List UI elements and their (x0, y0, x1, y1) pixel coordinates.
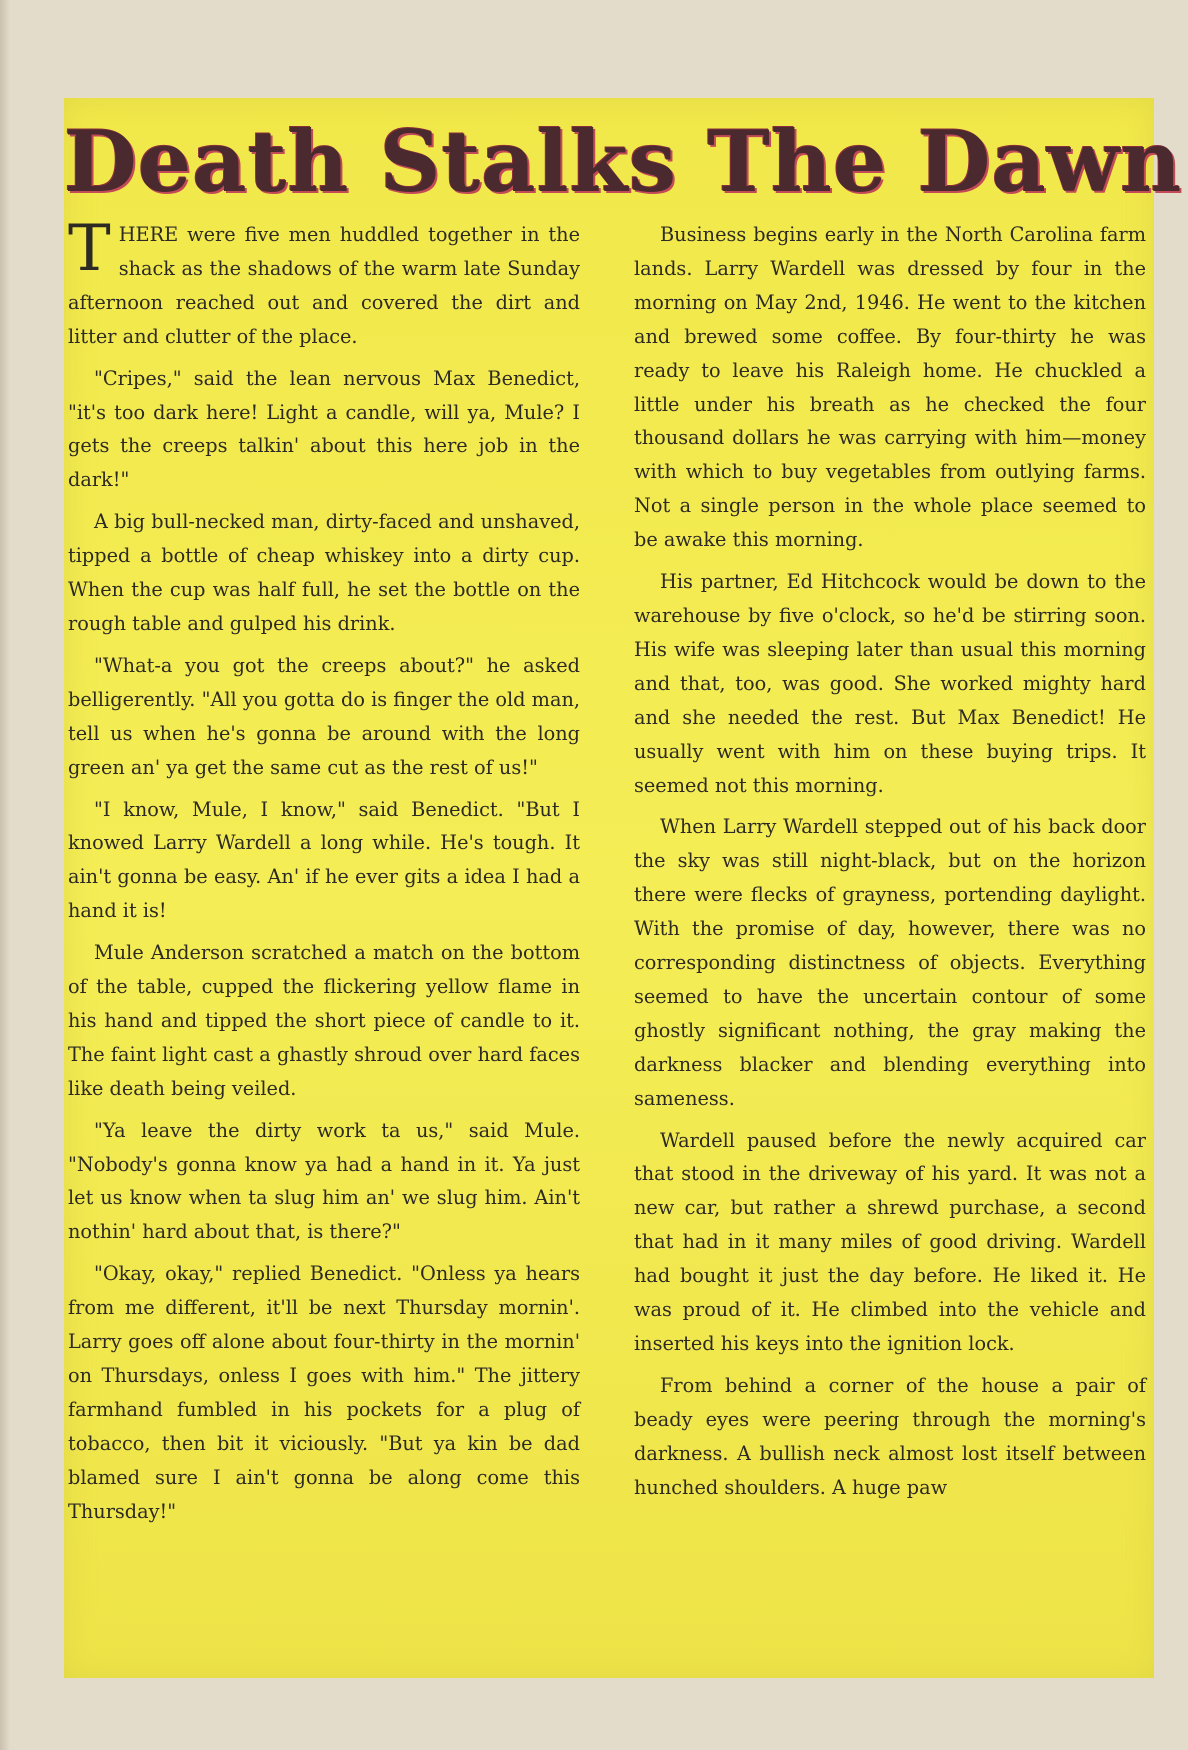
story-panel (64, 98, 1183, 1678)
paragraph: From behind a corner of the house a pair of beady eyes were peering through the morning's darkness. A bullish neck almost lost itself between hunched shoulders. A huge paw (634, 1373, 1146, 1499)
paragraph: "I know, Mule, I know," said Benedict. "But I knowed Larry Wardell a long while. He's tough. It ain't gonna be easy. An' if he ever gits a idea I had a hand it is! (68, 797, 580, 923)
left-column (68, 212, 580, 1537)
page-edge (0, 0, 10, 1750)
right-column (634, 218, 1146, 1513)
paragraph: "Okay, okay," replied Benedict. "Onless ya hears from me different, it'll be next Thursday mornin'. Larry goes off alone about four-thirty in the mornin' on Thursdays, onless I goes with him." The jittery farmhand fumbled in his pockets for a plug of tobacco, then bit it viciously. "But ya kin be dad blamed sure I ain't gonna be along come this Thursday!" (68, 1262, 580, 1523)
paragraph: Mule Anderson scratched a match on the bottom of the table, cupped the flickering yellow flame in his hand and tipped the short piece of candle to it. The faint light cast a ghastly shroud over hard faces like death being veiled. (68, 941, 580, 1100)
paragraph: "Cripes," said the lean nervous Max Benedict, "it's too dark here! Light a candle, will ya, Mule? I gets the creeps talkin' about this here job in the dark!" (68, 366, 580, 492)
drop-cap: T (68, 212, 111, 286)
paragraph-text: HERE were five men huddled together in the shack as the shadows of the warm late Sunday afternoon reached out and covered the dirt and litter and clutter of the place. (68, 223, 580, 348)
story-title: Death Stalks The Dawn (64, 112, 1183, 211)
paragraph: When Larry Wardell stepped out of his back door the sky was still night-black, but on the horizon there were flecks of grayness, portending daylight. With the promise of day, however, there was no corresponding distinctness of objects. Everything seemed to have the uncertain contour of some ghostly significant nothing, the gray making the darkness blacker and blending everything into sameness. (634, 815, 1146, 1110)
paragraph: His partner, Ed Hitchcock would be down to the warehouse by five o'clock, so he'd be stirring soon. His wife was sleeping later than usual this morning and that, too, was good. She worked mighty hard and she needed the rest. But Max Benedict! He usually went with him on these buying trips. It seemed not this morning. (634, 570, 1146, 797)
paragraph (68, 212, 580, 354)
paragraph: Wardell paused before the newly acquired car that stood in the driveway of his yard. It was not a new car, but rather a shrewd purchase, a second that had in it many miles of good driving. Wardell had bought it just the day before. He liked it. He was proud of it. He climbed into the vehicle and inserted his keys into the ignition lock. (634, 1128, 1146, 1355)
paragraph: Business begins early in the North Carolina farm lands. Larry Wardell was dressed by four in the morning on May 2nd, 1946. He went to the kitchen and brewed some coffee. By four-thirty he was ready to leave his Raleigh home. He chuckled a little under his breath as he checked the four thousand dollars he was carrying with him—money with which to buy vegetables from outlying farms. Not a single person in the whole place seemed to be awake this morning. (634, 223, 1146, 552)
paragraph: "Ya leave the dirty work ta us," said Mule. "Nobody's gonna know ya had a hand in it. Ya just let us know when ta slug him an' we slug him. Ain't nothin' hard about that, is there?" (68, 1118, 580, 1244)
paragraph: A big bull-necked man, dirty-faced and unshaved, tipped a bottle of cheap whiskey into a dirty cup. When the cup was half full, he set the bottle on the rough table and gulped his drink. (68, 510, 580, 635)
paragraph: "What-a you got the creeps about?" he asked belligerently. "All you gotta do is finger the old man, tell us when he's gonna be around with the long green an' ya get the same cut as the rest of us!" (68, 653, 580, 779)
